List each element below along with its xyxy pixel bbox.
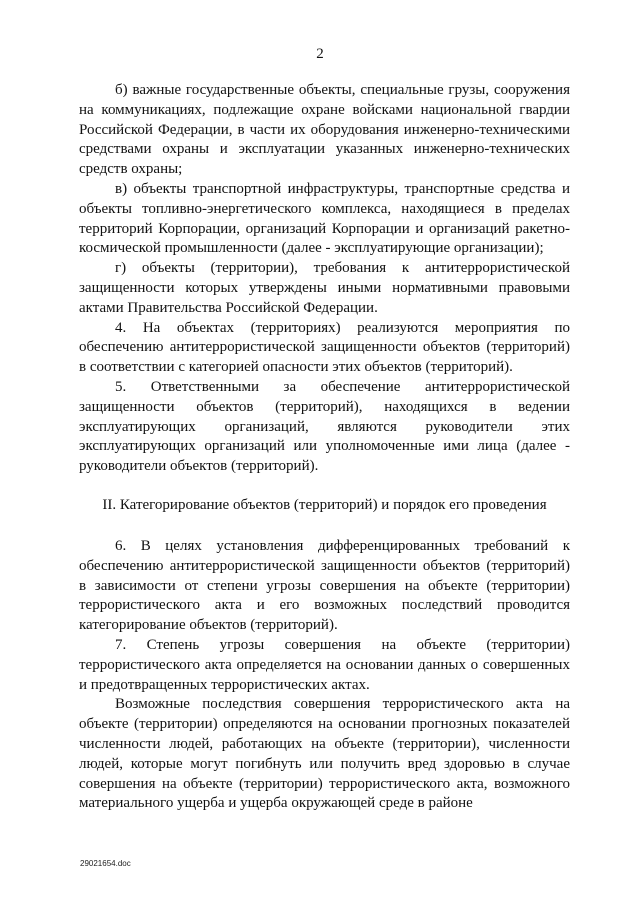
paragraph-item-v: в) объекты транспортной инфраструктуры, транспортные средства и объекты топливно-энергетического комплекса, находящиеся в пределах территорий Корпорации, организаций Корпорации и организаций ракетно-космической промышленности (далее - эксплуатирующие организации); [79,180,570,257]
paragraph-clause-5: 5. Ответственными за обеспечение антитеррористической защищенности объектов (территорий), находящихся в ведении эксплуатирующих организаций, являются руководители этих эксплуатирующих организаций или уполномоченные ими лица (далее - руководители объектов (территорий). [79,378,570,475]
section-heading: II. Категорирование объектов (территорий) и порядок его проведения [102,496,547,513]
paragraph-clause-6: 6. В целях установления дифференцированных требований к обеспечению антитеррористической защищенности объектов (территорий) в зависимости от степени угрозы совершения на объекте (территории) террористического акта и его возможных последствий проводится категорирование объектов (территорий). [79,537,570,634]
paragraph-clause-7: 7. Степень угрозы совершения на объекте (территории) террористического акта определяется на основании данных о совершенных и предотвращенных террористических актах. [79,636,570,693]
paragraph-item-g: г) объекты (территории), требования к антитеррористической защищенности которых утверждены иными нормативными правовыми актами Правительства Российской Федерации. [79,260,570,316]
paragraph-item-b: б) важные государственные объекты, специальные грузы, сооружения на коммуникациях, подлежащие охране войсками национальной гвардии Российской Федерации, в части их оборудования инженерно-техническими средствами охраны и эксплуатации указанных инженерно-технических средств охраны; [79,82,570,178]
page-number: 2 [316,46,324,62]
paragraph-consequences: Возможные последствия совершения террористического акта на объекте (территории) определяются на основании прогнозных показателей численности людей, работающих на объекте (территории), численности людей, которые могут погибнуть или получить вред здоровью в случае совершения на объекте (территории) террористического акта, возможного материального ущерба и ущерба окружающей среде в районе [79,696,570,812]
document-file-code: 29021654.doc [80,859,131,868]
paragraph-clause-4: 4. На объектах (территориях) реализуются мероприятия по обеспечению антитеррористической защищенности объектов (территорий) в соответствии с категорией опасности этих объектов (территорий). [79,319,570,376]
document-body [79,81,570,814]
